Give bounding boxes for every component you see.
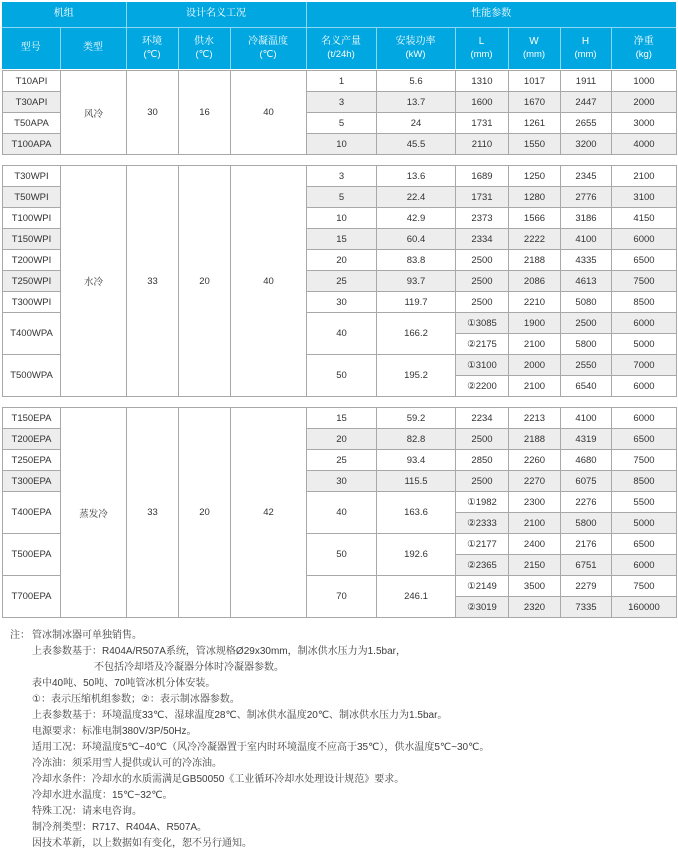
power-cell: 166.2 [377, 313, 456, 355]
power-cell: 45.5 [377, 134, 456, 155]
height-cell: 4680 [561, 450, 612, 471]
weight-cell: 7500 [612, 576, 677, 597]
model-cell: T50APA [3, 113, 61, 134]
length-cell: 2500 [456, 429, 509, 450]
height-cell: 2176 [561, 534, 612, 555]
power-cell: 93.7 [377, 271, 456, 292]
capacity-cell: 40 [307, 313, 377, 355]
width-cell: 1550 [509, 134, 561, 155]
length-cell: 2500 [456, 471, 509, 492]
capacity-cell: 30 [307, 471, 377, 492]
height-cell: 2345 [561, 166, 612, 187]
capacity-cell: 3 [307, 166, 377, 187]
weight-cell: 5000 [612, 334, 677, 355]
width-cell: 1280 [509, 187, 561, 208]
weight-cell: 6500 [612, 534, 677, 555]
height-cell: 1911 [561, 71, 612, 92]
power-cell: 119.7 [377, 292, 456, 313]
type-cell: 风冷 [61, 71, 127, 155]
length-cell: ①2149 [456, 576, 509, 597]
weight-cell: 5000 [612, 513, 677, 534]
weight-cell: 1000 [612, 71, 677, 92]
note-line: 注： 管冰制冰器可单独销售。 [32, 628, 676, 644]
width-cell: 1566 [509, 208, 561, 229]
weight-cell: 6000 [612, 229, 677, 250]
weight-cell: 3000 [612, 113, 677, 134]
power-cell: 13.6 [377, 166, 456, 187]
ambient-cell: 33 [127, 166, 179, 397]
length-cell: 2500 [456, 292, 509, 313]
width-cell: 1250 [509, 166, 561, 187]
col-header-type: 类型 [60, 27, 126, 69]
note-line: 冷冻油：须采用雪人提供或认可的冷冻油。 [32, 758, 222, 769]
col-header-width: W (mm) [508, 27, 560, 69]
weight-cell: 6500 [612, 429, 677, 450]
length-cell: ①2177 [456, 534, 509, 555]
capacity-cell: 15 [307, 229, 377, 250]
weight-cell: 7000 [612, 355, 677, 376]
power-cell: 83.8 [377, 250, 456, 271]
type-cell: 蒸发冷 [61, 408, 127, 618]
model-cell: T200EPA [3, 429, 61, 450]
length-cell: 1731 [456, 187, 509, 208]
note-line: 电源要求：标准电制380V/3P/50Hz。 [32, 726, 197, 737]
power-cell: 42.9 [377, 208, 456, 229]
length-cell: 1731 [456, 113, 509, 134]
length-cell: ②2200 [456, 376, 509, 397]
table-row [3, 71, 677, 92]
spec-block [2, 165, 677, 397]
model-cell: T150WPI [3, 229, 61, 250]
length-cell: 2500 [456, 250, 509, 271]
power-cell: 163.6 [377, 492, 456, 534]
height-cell: 4319 [561, 429, 612, 450]
weight-cell: 7500 [612, 271, 677, 292]
col-header-supply-water: 供水 (℃) [178, 27, 230, 69]
height-cell: 2276 [561, 492, 612, 513]
power-cell: 60.4 [377, 229, 456, 250]
height-cell: 2776 [561, 187, 612, 208]
width-cell: 1261 [509, 113, 561, 134]
model-cell: T300WPI [3, 292, 61, 313]
width-cell: 2260 [509, 450, 561, 471]
height-cell: 5800 [561, 334, 612, 355]
header-columns-row [2, 27, 676, 69]
height-cell: 4100 [561, 229, 612, 250]
model-cell: T500EPA [3, 534, 61, 576]
length-cell: 1600 [456, 92, 509, 113]
height-cell: 4335 [561, 250, 612, 271]
weight-cell: 6500 [612, 250, 677, 271]
capacity-cell: 20 [307, 429, 377, 450]
width-cell: 2150 [509, 555, 561, 576]
col-header-power: 安装功率 (kW) [376, 27, 455, 69]
weight-cell: 4000 [612, 134, 677, 155]
note-line: 因技术革新，以上数据如有变化，恕不另行通知。 [32, 838, 252, 849]
weight-cell: 4150 [612, 208, 677, 229]
weight-cell: 6000 [612, 555, 677, 576]
spec-block [2, 407, 677, 618]
width-cell: 2213 [509, 408, 561, 429]
capacity-cell: 70 [307, 576, 377, 618]
col-header-model: 型号 [2, 27, 60, 69]
capacity-cell: 10 [307, 208, 377, 229]
model-cell: T50WPI [3, 187, 61, 208]
power-cell: 5.6 [377, 71, 456, 92]
weight-cell: 7500 [612, 450, 677, 471]
capacity-cell: 5 [307, 187, 377, 208]
note-line: 上表参数基于：环境温度33℃、湿球温度28℃、制冰供水温度20℃、制冰供水压力为1.5bar。 [32, 710, 448, 721]
model-cell: T500WPA [3, 355, 61, 397]
col-header-capacity: 名义产量 (t/24h) [306, 27, 376, 69]
power-cell: 93.4 [377, 450, 456, 471]
spec-blocks-container [2, 70, 676, 618]
length-cell: ②2175 [456, 334, 509, 355]
height-cell: 3200 [561, 134, 612, 155]
power-cell: 24 [377, 113, 456, 134]
width-cell: 2400 [509, 534, 561, 555]
condensing-temp-cell: 42 [231, 408, 307, 618]
capacity-cell: 3 [307, 92, 377, 113]
width-cell: 2086 [509, 271, 561, 292]
model-cell: T400WPA [3, 313, 61, 355]
capacity-cell: 40 [307, 492, 377, 534]
weight-cell: 3100 [612, 187, 677, 208]
width-cell: 1670 [509, 92, 561, 113]
model-cell: T30WPI [3, 166, 61, 187]
note-line: 特殊工况：请来电咨询。 [32, 806, 142, 817]
note-line: 上表参数基于：R404A/R507A系统，管冰规格Ø29x30mm，制冰供水压力为1.5bar， [32, 646, 406, 657]
condensing-temp-cell: 40 [231, 71, 307, 155]
height-cell: 5080 [561, 292, 612, 313]
header-group-performance: 性能参数 [306, 2, 676, 27]
height-cell: 4100 [561, 408, 612, 429]
length-cell: 2110 [456, 134, 509, 155]
length-cell: 1689 [456, 166, 509, 187]
model-cell: T200WPI [3, 250, 61, 271]
power-cell: 195.2 [377, 355, 456, 397]
header-group-row [2, 2, 676, 27]
supply-water-cell: 20 [179, 166, 231, 397]
width-cell: 1900 [509, 313, 561, 334]
model-cell: T100WPI [3, 208, 61, 229]
weight-cell: 6000 [612, 408, 677, 429]
capacity-cell: 50 [307, 534, 377, 576]
spec-block [2, 70, 677, 155]
power-cell: 22.4 [377, 187, 456, 208]
height-cell: 6540 [561, 376, 612, 397]
width-cell: 2270 [509, 471, 561, 492]
note-line: 制冷剂类型：R717、R404A、R507A。 [32, 822, 208, 833]
model-cell: T700EPA [3, 576, 61, 618]
height-cell: 7335 [561, 597, 612, 618]
col-header-height: H (mm) [560, 27, 611, 69]
length-cell: 2234 [456, 408, 509, 429]
supply-water-cell: 20 [179, 408, 231, 618]
weight-cell: 160000 [612, 597, 677, 618]
weight-cell: 2100 [612, 166, 677, 187]
width-cell: 2100 [509, 513, 561, 534]
height-cell: 5800 [561, 513, 612, 534]
table-row [3, 408, 677, 429]
weight-cell: 6000 [612, 313, 677, 334]
note-line: 适用工况：环境温度5℃~40℃（风冷冷凝器置于室内时环境温度不应高于35℃），供水温度5℃~30℃。 [32, 742, 490, 753]
height-cell: 6075 [561, 471, 612, 492]
capacity-cell: 50 [307, 355, 377, 397]
width-cell: 2300 [509, 492, 561, 513]
length-cell: ②2333 [456, 513, 509, 534]
note-line: 表中40吨、50吨、70吨管冰机分体安装。 [32, 678, 216, 689]
capacity-cell: 15 [307, 408, 377, 429]
model-cell: T30API [3, 92, 61, 113]
capacity-cell: 25 [307, 271, 377, 292]
supply-water-cell: 16 [179, 71, 231, 155]
height-cell: 2447 [561, 92, 612, 113]
length-cell: ①3100 [456, 355, 509, 376]
length-cell: ②3019 [456, 597, 509, 618]
header-group-unit: 机组 [2, 2, 126, 27]
ambient-cell: 33 [127, 408, 179, 618]
height-cell: 2655 [561, 113, 612, 134]
col-header-ambient: 环境 (℃) [126, 27, 178, 69]
model-cell: T10API [3, 71, 61, 92]
capacity-cell: 20 [307, 250, 377, 271]
height-cell: 6751 [561, 555, 612, 576]
note-line: 不包括冷却塔及冷凝器分体时冷凝器参数。 [94, 662, 284, 673]
height-cell: 2279 [561, 576, 612, 597]
power-cell: 246.1 [377, 576, 456, 618]
model-cell: T150EPA [3, 408, 61, 429]
length-cell: 2334 [456, 229, 509, 250]
length-cell: 2373 [456, 208, 509, 229]
capacity-cell: 1 [307, 71, 377, 92]
header-group-design-conditions: 设计名义工况 [126, 2, 306, 27]
length-cell: 2500 [456, 271, 509, 292]
width-cell: 2320 [509, 597, 561, 618]
width-cell: 2210 [509, 292, 561, 313]
capacity-cell: 5 [307, 113, 377, 134]
height-cell: 3186 [561, 208, 612, 229]
width-cell: 2100 [509, 376, 561, 397]
weight-cell: 8500 [612, 471, 677, 492]
ambient-cell: 30 [127, 71, 179, 155]
weight-cell: 8500 [612, 292, 677, 313]
col-header-net-weight: 净重 (kg) [611, 27, 676, 69]
weight-cell: 6000 [612, 376, 677, 397]
width-cell: 3500 [509, 576, 561, 597]
length-cell: ①3085 [456, 313, 509, 334]
type-cell: 水冷 [61, 166, 127, 397]
power-cell: 192.6 [377, 534, 456, 576]
notes-section [2, 628, 676, 852]
model-cell: T300EPA [3, 471, 61, 492]
power-cell: 13.7 [377, 92, 456, 113]
col-header-condensing-temp: 冷凝温度 (℃) [230, 27, 306, 69]
note-prefix: 注： [10, 630, 30, 641]
height-cell: 4613 [561, 271, 612, 292]
power-cell: 82.8 [377, 429, 456, 450]
capacity-cell: 30 [307, 292, 377, 313]
table-row [3, 166, 677, 187]
model-cell: T250EPA [3, 450, 61, 471]
length-cell: 1310 [456, 71, 509, 92]
col-header-length: L (mm) [455, 27, 508, 69]
length-cell: ①1982 [456, 492, 509, 513]
model-cell: T400EPA [3, 492, 61, 534]
length-cell: 2850 [456, 450, 509, 471]
weight-cell: 2000 [612, 92, 677, 113]
width-cell: 2188 [509, 250, 561, 271]
width-cell: 2100 [509, 334, 561, 355]
height-cell: 2500 [561, 313, 612, 334]
note-line: ①：表示压缩机组参数；②：表示制冰器参数。 [32, 694, 240, 705]
model-cell: T100APA [3, 134, 61, 155]
width-cell: 2188 [509, 429, 561, 450]
width-cell: 2222 [509, 229, 561, 250]
table-header [2, 2, 676, 69]
model-cell: T250WPI [3, 271, 61, 292]
length-cell: ②2365 [456, 555, 509, 576]
width-cell: 2000 [509, 355, 561, 376]
width-cell: 1017 [509, 71, 561, 92]
weight-cell: 5500 [612, 492, 677, 513]
note-line: 冷却水条件：冷却水的水质需满足GB50050《工业循环冷却水处理设计规范》要求。 [32, 774, 405, 785]
power-cell: 59.2 [377, 408, 456, 429]
capacity-cell: 25 [307, 450, 377, 471]
note-line: 冷却水进水温度：15℃~32℃。 [32, 790, 173, 801]
condensing-temp-cell: 40 [231, 166, 307, 397]
power-cell: 115.5 [377, 471, 456, 492]
capacity-cell: 10 [307, 134, 377, 155]
height-cell: 2550 [561, 355, 612, 376]
